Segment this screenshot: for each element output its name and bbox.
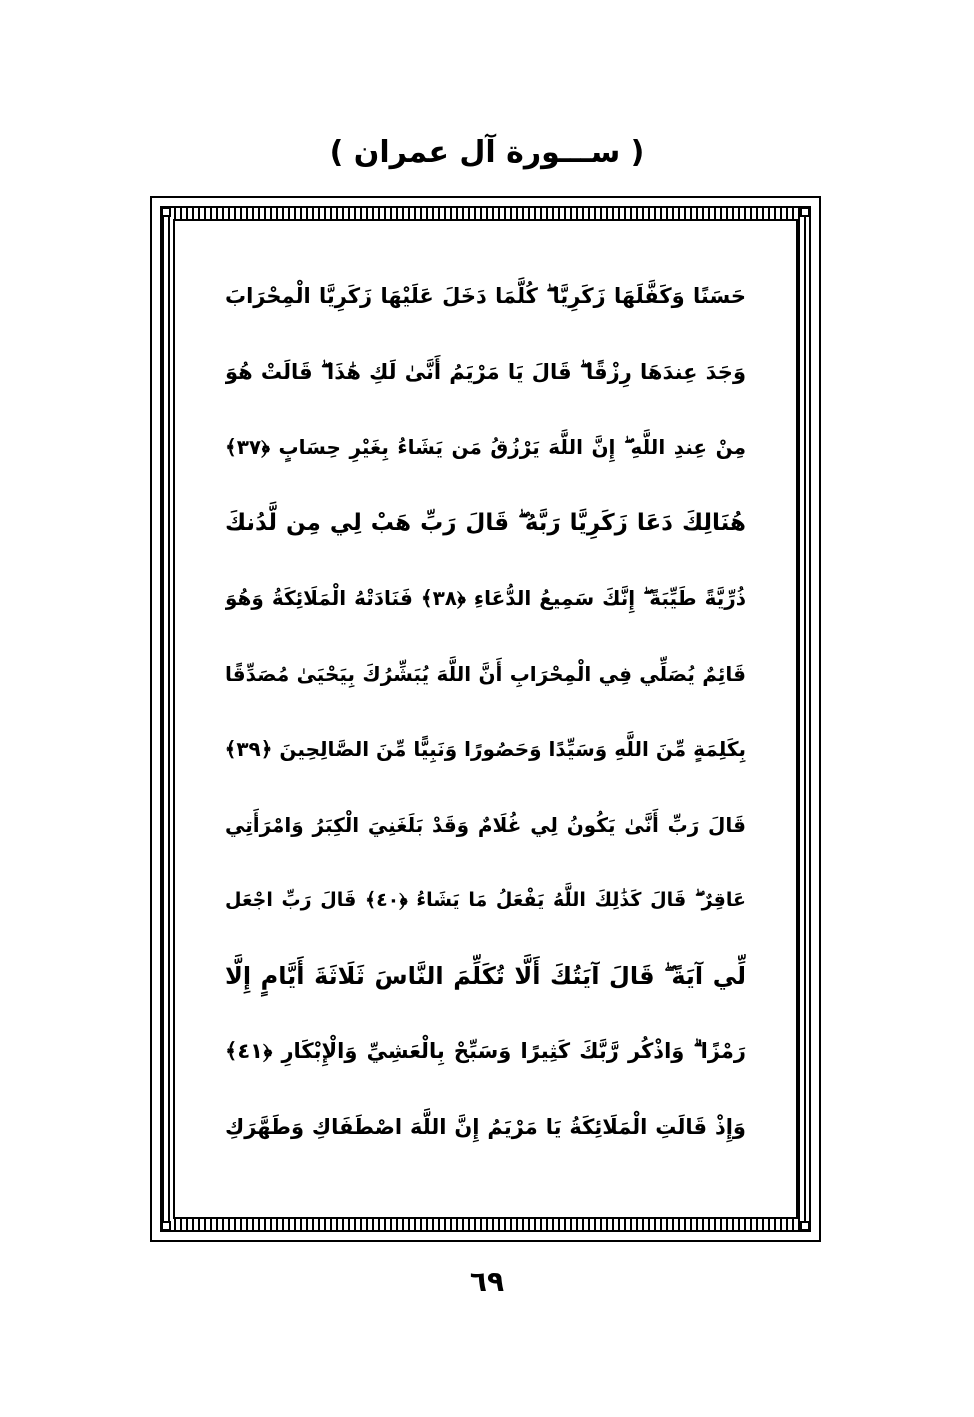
corner-ornament [161, 1221, 171, 1231]
text-panel [173, 219, 798, 1219]
page-number: ٦٩ [469, 1265, 505, 1298]
verse-line: عَاقِرٌ ۖ قَالَ كَذَٰلِكَ اللَّهُ يَفْعَلُ مَا يَشَاءُ ﴿٤٠﴾ قَالَ رَبِّ اجْعَل [225, 889, 746, 911]
verse-line: وَجَدَ عِندَهَا رِزْقًا ۖ قَالَ يَا مَرْيَمُ أَنَّىٰ لَكِ هَٰذَا ۖ قَالَتْ هُوَ [225, 359, 746, 384]
verse-line: وَإِذْ قَالَتِ الْمَلَائِكَةُ يَا مَرْيَمُ إِنَّ اللَّهَ اصْطَفَاكِ وَطَهَّرَكِ [225, 1114, 746, 1139]
verse-line: قَالَ رَبِّ أَنَّىٰ يَكُونُ لِي غُلَامٌ وَقَدْ بَلَغَنِيَ الْكِبَرُ وَامْرَأَتِي [225, 812, 746, 837]
verse-line: مِنْ عِندِ اللَّهِ ۖ إِنَّ اللَّهَ يَرْزُقُ مَن يَشَاءُ بِغَيْرِ حِسَابٍ ﴿٣٧﴾ [225, 435, 746, 459]
corner-ornament [800, 1221, 810, 1231]
ornamental-border [150, 196, 821, 1242]
verse-line: لِّي آيَةً ۖ قَالَ آيَتُكَ أَلَّا تُكَلِّمَ النَّاسَ ثَلَاثَةَ أَيَّامٍ إِلَّا [225, 961, 746, 990]
verse-line: ذُرِّيَّةً طَيِّبَةً ۖ إِنَّكَ سَمِيعُ الدُّعَاءِ ﴿٣٨﴾ فَنَادَتْهُ الْمَلَائِكَةُ وَهُوَ [225, 586, 746, 610]
verse-line: قَائِمٌ يُصَلِّي فِي الْمِحْرَابِ أَنَّ اللَّهَ يُبَشِّرُكَ بِيَحْيَىٰ مُصَدِّقًا [225, 661, 746, 686]
corner-ornament [800, 207, 810, 217]
corner-ornament [161, 207, 171, 217]
surah-title: ( ســـورة آل عمران ) [329, 135, 645, 170]
verse-block [225, 259, 746, 1165]
verse-line: بِكَلِمَةٍ مِّنَ اللَّهِ وَسَيِّدًا وَحَصُورًا وَنَبِيًّا مِّنَ الصَّالِحِينَ ﴿٣٩﴾ [225, 737, 746, 761]
verse-line: هُنَالِكَ دَعَا زَكَرِيَّا رَبَّهُ ۖ قَالَ رَبِّ هَبْ لِي مِن لَّدُنكَ [225, 509, 746, 536]
verse-line: رَمْزًا ۗ وَاذْكُر رَّبَّكَ كَثِيرًا وَسَبِّحْ بِالْعَشِيِّ وَالْإِبْكَارِ ﴿٤١﴾ [225, 1039, 746, 1063]
verse-line: حَسَنًا وَكَفَّلَهَا زَكَرِيَّا ۖ كُلَّمَا دَخَلَ عَلَيْهَا زَكَرِيَّا الْمِحْرَابَ [225, 284, 746, 308]
